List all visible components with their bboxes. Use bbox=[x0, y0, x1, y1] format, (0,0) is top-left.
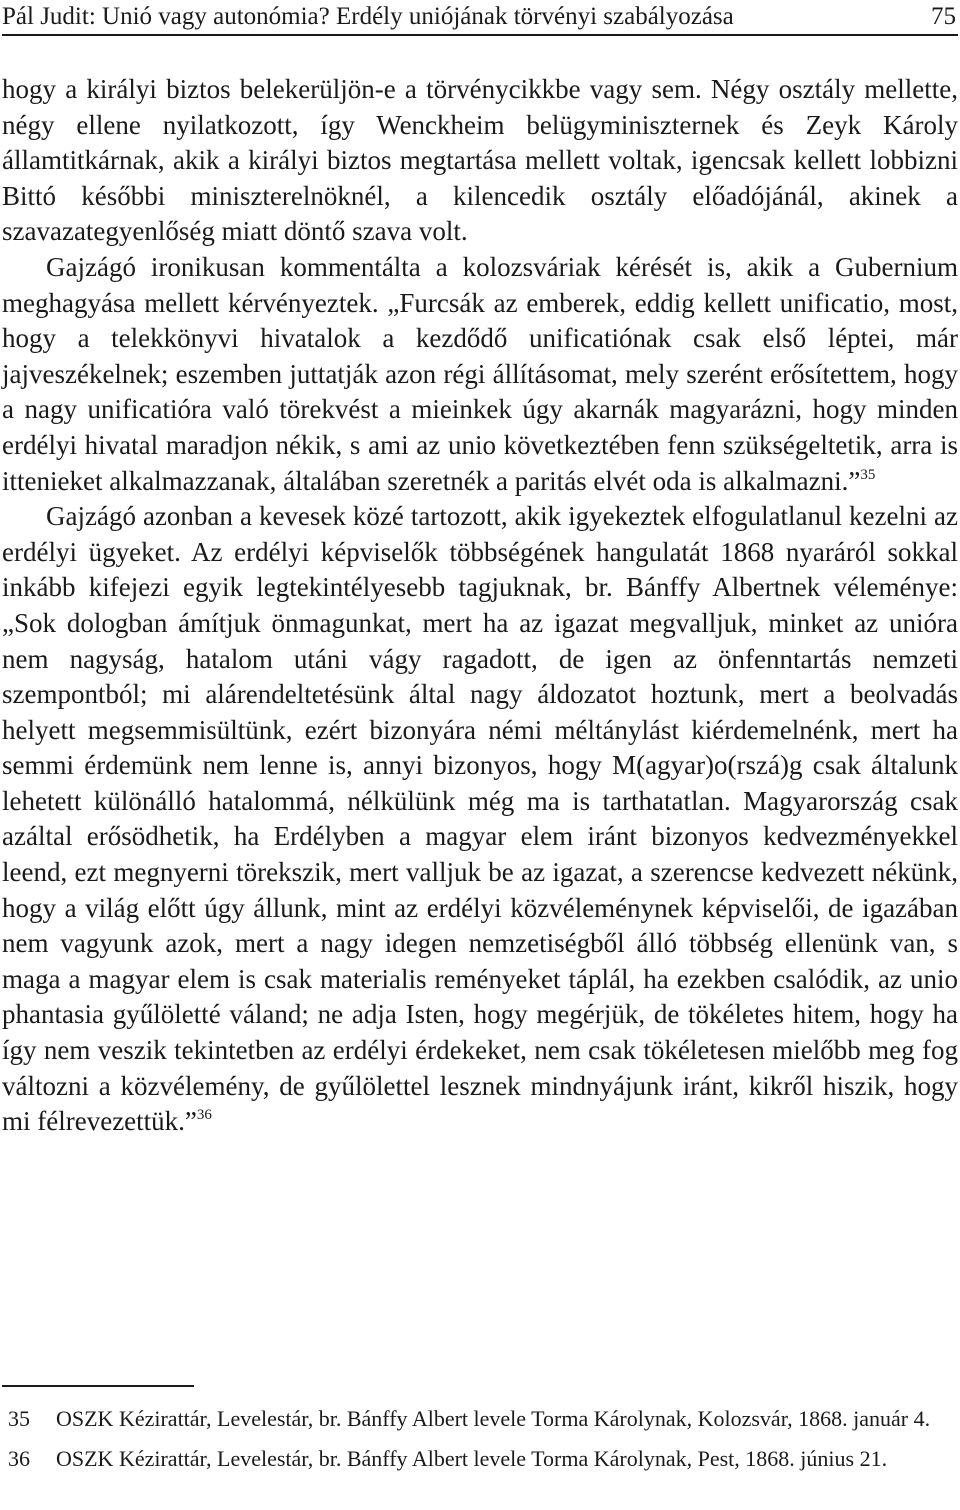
footnote-number: 35 bbox=[8, 1406, 30, 1431]
footnotes bbox=[0, 1403, 958, 1483]
footnote-text: OSZK Kézirattár, Levelestár, br. Bánffy Albert levele Torma Károlynak, Kolozsvár, 1868. január 4. bbox=[56, 1406, 931, 1431]
paragraph-text: Gajzágó ironikusan kommentálta a kolozsváriak kérését is, akik a Gubernium meghagyása mellett kérvényeztek. „Furcsák az emberek, eddig kellett unificatio, most, hogy a telekkönyvi hivatalok a kezdődő unificatiónak csak első léptei, már jajveszékelnek; eszemben juttatják azon régi állításomat, mely szerént erősítettem, hogy a nagy unificatióra való törekvést a mieinkek úgy akarnák magyarázni, hogy minden erdélyi hivatal maradjon nékik, s ami az unio következtében fenn szükségeltetik, arra is ittenieket alkalmazzanak, általában szeretnék a paritás elvét oda is alkalmazni.” bbox=[2, 251, 958, 496]
paragraph-gajzago-kolozsvar bbox=[2, 250, 958, 499]
paragraph-text: hogy a királyi biztos belekerüljön-e a törvénycikkbe vagy sem. Négy osztály mellette, négy ellene nyilatkozott, így Wenckheim belügyminiszternek és Zeyk Károly államtitkárnak, akik a királyi biztos megtartása mellett voltak, igencsak kellett lobbizni Bittó későbbi miniszterelnöknél, a kilencedik osztály előadójánál, akinek a szavazategyenlőség miatt döntő szava volt. bbox=[2, 74, 958, 247]
page-number: 75 bbox=[931, 3, 956, 30]
running-title: Pál Judit: Unió vagy autonómia? Erdély uniójának törvényi szabályozása bbox=[2, 3, 734, 30]
paragraph-text: Gajzágó azonban a kevesek közé tartozott, akik igyekeztek elfogulatlanul kezelni az erdélyi ügyeket. Az erdélyi képviselők többségének hangulatát 1868 nyaráról sokkal inkább kifejezi egyik legtekintélyesebb tagjuknak, br. Bánffy Albertnek véleménye: „Sok dologban ámítjuk önmagunkat, mert ha az igazat megvalljuk, minket az unióra nem nagyság, hatalom utáni vágy ragadott, de igen az önfenntartás nemzeti szempontból; mi alárendeltetésünk által nagy áldozatot hoztunk, mert a beolvadás helyett megsemmisültünk, ezért bizonyára némi méltánylást kiérdemelnénk, mert ha semmi érdemünk nem lenne is, annyi bizonyos, hogy M(agyar)o(rszá)g csak általunk lehetett különálló hatalommá, nélkülünk még ma is tarthatatlan. Magyarország csak azáltal erősödhetik, ha Erdélyben a magyar elem iránt bizonyos kedvezményekkel leend, ezt megnyerni törekszik, mert valljuk be az igazat, a szerencse kedvezett nékünk, hogy a világ előtt úgy állunk, mint az erdélyi közvéleménynek képviselői, de igazában nem vagyunk azok, mert a nagy idegen nemzetiségből álló többség ellenünk van, s maga a magyar elem is csak materialis reményeket táplál, ha ezekben csalódik, az unio phantasia gyűlöletté váland; ne adja Isten, hogy megérjük, de tökéletes hitem, hogy ha így nem veszik tekintetben az erdélyi érdekeket, nem csak tökéletesen mielőbb meg fog változni a közvélemény, de gyűlölettel lesznek mindnyájunk iránt, kikről hiszik, hogy mi félrevezettük.” bbox=[2, 501, 958, 1137]
footnote-35 bbox=[0, 1403, 958, 1435]
paragraph-continuation bbox=[2, 72, 958, 250]
running-head bbox=[2, 0, 958, 36]
footnote-divider bbox=[2, 1385, 194, 1387]
footnote-ref-35[interactable]: 35 bbox=[860, 466, 876, 483]
footnote-36 bbox=[0, 1443, 958, 1475]
footnote-text: OSZK Kézirattár, Levelestár, br. Bánffy Albert levele Torma Károlynak, Pest, 1868. június 21. bbox=[56, 1446, 888, 1471]
footnote-ref-36[interactable]: 36 bbox=[196, 1107, 212, 1124]
paragraph-banffy-quote bbox=[2, 499, 958, 1140]
body-text bbox=[2, 72, 958, 1140]
footnote-number: 36 bbox=[8, 1446, 30, 1471]
